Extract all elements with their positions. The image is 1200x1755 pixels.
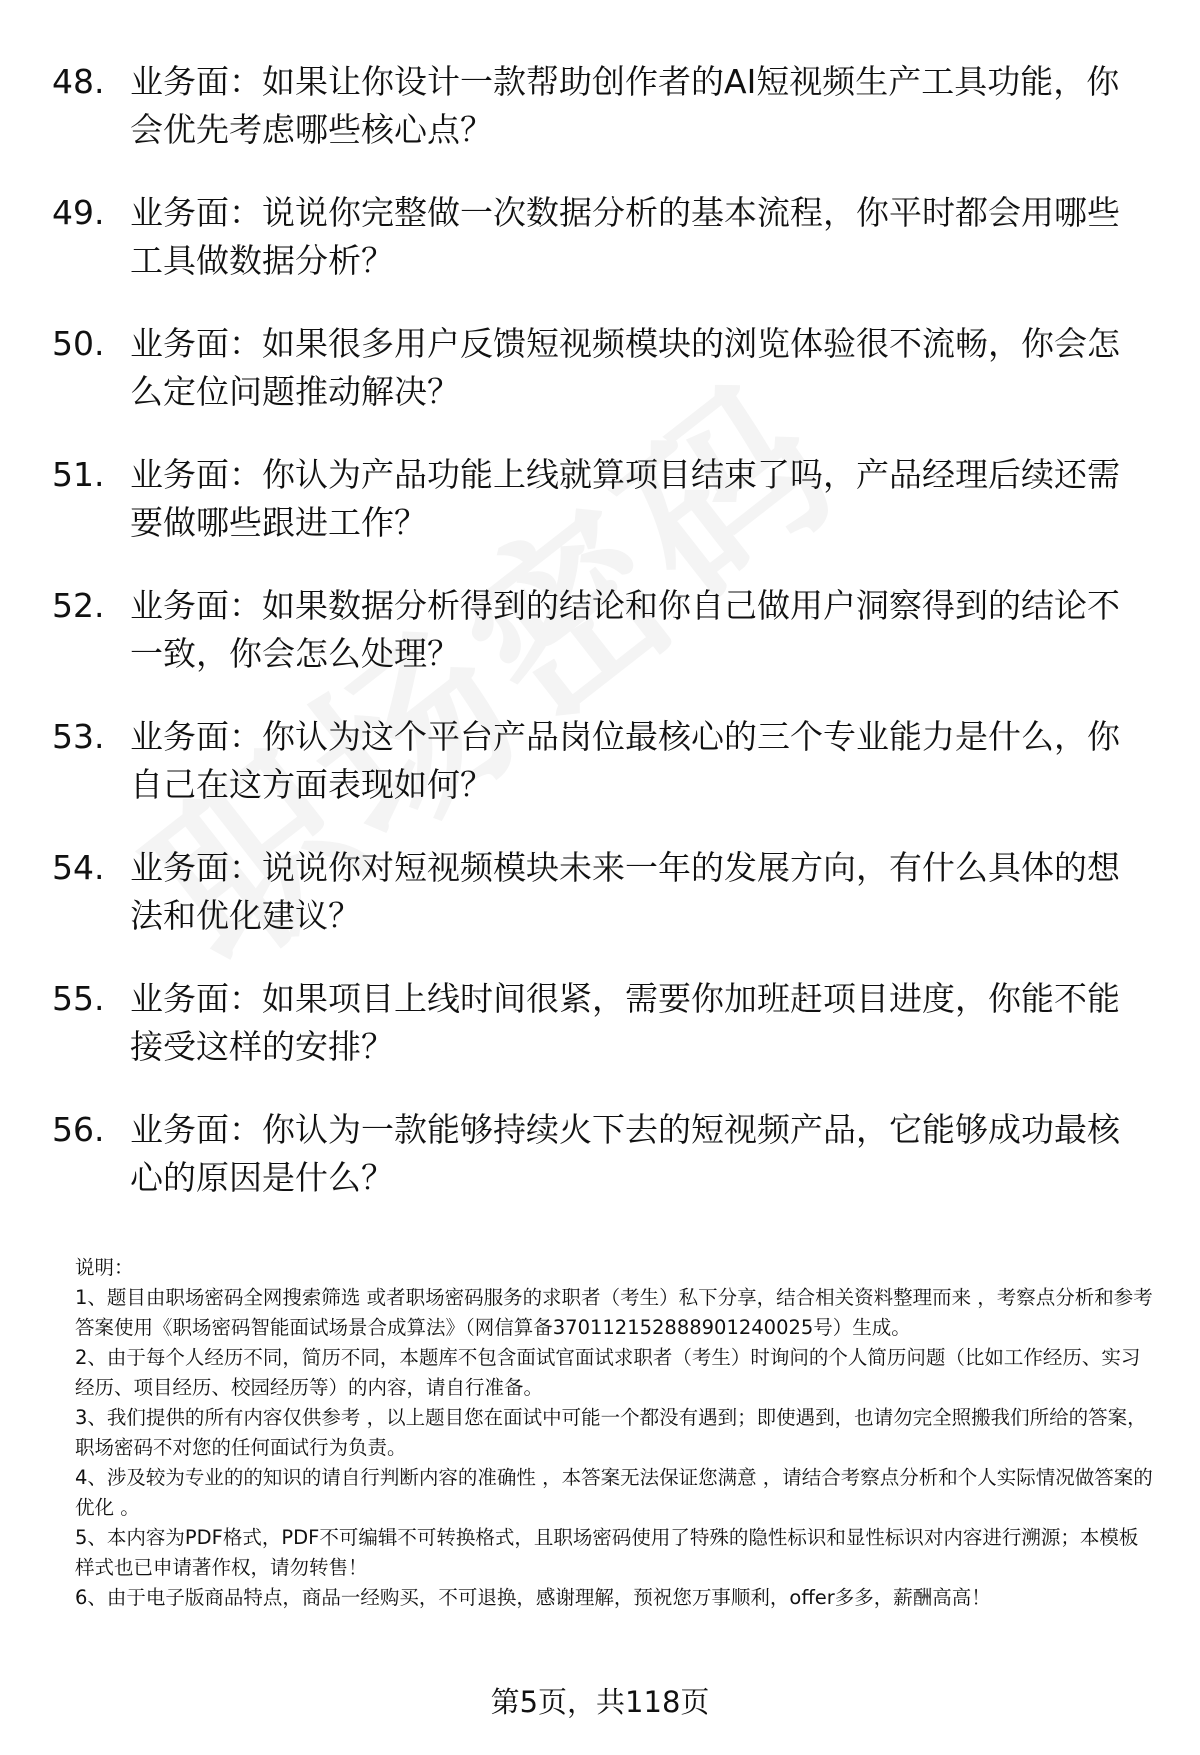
question-number: 49. bbox=[52, 193, 105, 232]
question-item bbox=[52, 58, 1152, 154]
question-number: 56. bbox=[52, 1110, 105, 1149]
notes-title: 说明： bbox=[75, 1256, 134, 1279]
question-text: 业务面：你认为产品功能上线就算项目结束了吗，产品经理后续还需要做哪些跟进工作？ bbox=[130, 455, 1120, 542]
note-item: 5、本内容为PDF格式，PDF不可编辑不可转换格式，且职场密码使用了特殊的隐性标识和显性标识对内容进行溯源；本模板样式也已申请著作权，请勿转售！ bbox=[75, 1526, 1139, 1579]
question-item bbox=[52, 713, 1152, 809]
question-number: 54. bbox=[52, 848, 105, 887]
question-item bbox=[52, 189, 1152, 285]
question-text: 业务面：你认为这个平台产品岗位最核心的三个专业能力是什么，你自己在这方面表现如何？ bbox=[130, 717, 1120, 804]
question-text: 业务面：如果数据分析得到的结论和你自己做用户洞察得到的结论不一致，你会怎么处理？ bbox=[130, 586, 1120, 673]
question-item bbox=[52, 320, 1152, 416]
question-list bbox=[52, 58, 1152, 1237]
question-text: 业务面：如果项目上线时间很紧，需要你加班赶项目进度，你能不能接受这样的安排？ bbox=[130, 979, 1120, 1066]
page-footer: 第5页，共118页 bbox=[490, 1685, 710, 1719]
question-item bbox=[52, 1106, 1152, 1202]
question-item bbox=[52, 582, 1152, 678]
question-text: 业务面：如果很多用户反馈短视频模块的浏览体验很不流畅，你会怎么定位问题推动解决？ bbox=[130, 324, 1120, 411]
question-number: 50. bbox=[52, 324, 105, 363]
notes-section bbox=[75, 1253, 1155, 1613]
question-text: 业务面：你认为一款能够持续火下去的短视频产品，它能够成功最核心的原因是什么？ bbox=[130, 1110, 1120, 1197]
question-number: 48. bbox=[52, 62, 105, 101]
question-item bbox=[52, 451, 1152, 547]
question-item bbox=[52, 975, 1152, 1071]
note-item: 3、我们提供的所有内容仅供参考 ，以上题目您在面试中可能一个都没有遇到；即使遇到，也请勿完全照搬我们所给的答案，职场密码不对您的任何面试行为负责。 bbox=[75, 1406, 1147, 1459]
question-number: 53. bbox=[52, 717, 105, 756]
question-number: 52. bbox=[52, 586, 105, 625]
question-number: 51. bbox=[52, 455, 105, 494]
question-text: 业务面：如果让你设计一款帮助创作者的AI短视频生产工具功能，你会优先考虑哪些核心点？ bbox=[130, 62, 1120, 149]
note-item: 2、由于每个人经历不同，简历不同，本题库不包含面试官面试求职者（考生）时询问的个人简历问题（比如工作经历、实习经历、项目经历、校园经历等）的内容，请自行准备。 bbox=[75, 1346, 1141, 1399]
note-item: 1、题目由职场密码全网搜索筛选 或者职场密码服务的求职者（考生）私下分享，结合相关资料整理而来 ，考察点分析和参考答案使用《职场密码智能面试场景合成算法》（网信算备370112152888901240025号）生成。 bbox=[75, 1286, 1153, 1339]
question-text: 业务面：说说你完整做一次数据分析的基本流程，你平时都会用哪些工具做数据分析？ bbox=[130, 193, 1120, 280]
question-text: 业务面：说说你对短视频模块未来一年的发展方向，有什么具体的想法和优化建议？ bbox=[130, 848, 1120, 935]
question-item bbox=[52, 844, 1152, 940]
note-item: 6、由于电子版商品特点，商品一经购买，不可退换，感谢理解，预祝您万事顺利，offer多多，薪酬高高！ bbox=[75, 1586, 991, 1609]
question-number: 55. bbox=[52, 979, 105, 1018]
note-item: 4、涉及较为专业的的知识的请自行判断内容的准确性 ，本答案无法保证您满意 ，请结合考察点分析和个人实际情况做答案的优化 。 bbox=[75, 1466, 1153, 1519]
